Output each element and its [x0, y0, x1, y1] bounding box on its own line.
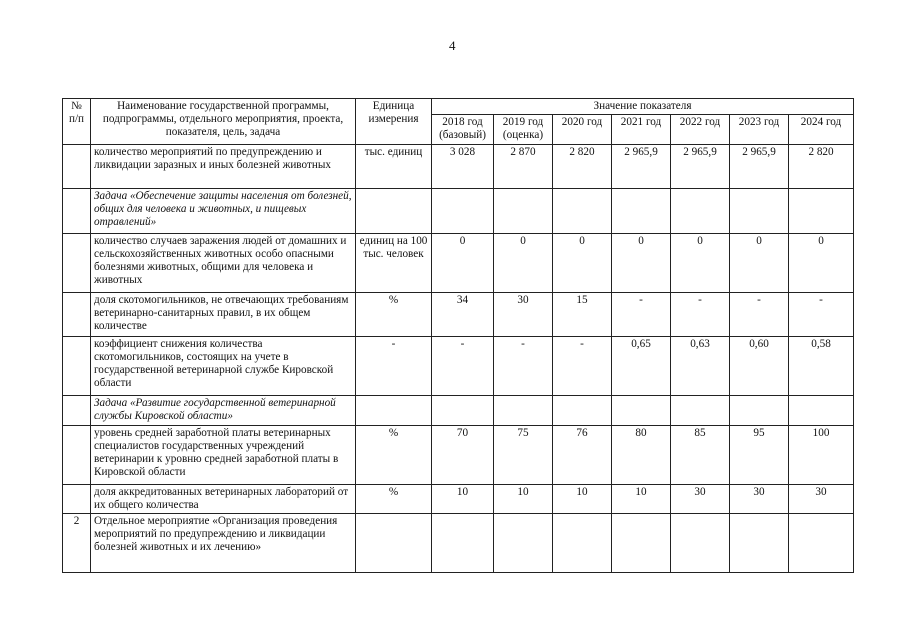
row-value: 85 — [671, 426, 730, 485]
row-value — [432, 514, 494, 573]
header-no: № п/п — [63, 99, 91, 145]
row-unit: - — [356, 337, 432, 396]
indicator-table — [62, 98, 854, 573]
row-no — [63, 234, 91, 293]
row-value — [730, 396, 789, 426]
row-value: 0,60 — [730, 337, 789, 396]
header-year: 2022 год — [671, 115, 730, 145]
row-value: 0 — [671, 234, 730, 293]
row-value: 0 — [612, 234, 671, 293]
task-heading: Задача «Обеспечение защиты населения от болезней, общих для человека и животных, и пищевых отравлений» — [91, 189, 356, 234]
row-no — [63, 426, 91, 485]
row-value — [494, 514, 553, 573]
row-value — [494, 189, 553, 234]
table-row — [63, 234, 854, 293]
row-value: 3 028 — [432, 145, 494, 189]
row-value: 2 820 — [553, 145, 612, 189]
row-value: 30 — [494, 293, 553, 337]
row-value: - — [789, 293, 854, 337]
row-value: - — [671, 293, 730, 337]
row-value — [494, 396, 553, 426]
row-value: 15 — [553, 293, 612, 337]
row-unit — [356, 396, 432, 426]
table-row — [63, 189, 854, 234]
row-name: уровень средней заработной платы ветеринарных специалистов государственных учреждений ветеринарии к уровню средней заработной платы в Кировской области — [91, 426, 356, 485]
row-value: 2 965,9 — [730, 145, 789, 189]
row-value: - — [553, 337, 612, 396]
row-value — [432, 189, 494, 234]
table-row — [63, 337, 854, 396]
row-no: 2 — [63, 514, 91, 573]
header-unit: Единица измерения — [356, 99, 432, 145]
row-value: 10 — [612, 485, 671, 514]
table-row — [63, 426, 854, 485]
row-value: 0 — [789, 234, 854, 293]
row-value: 10 — [553, 485, 612, 514]
row-value: 80 — [612, 426, 671, 485]
row-value: - — [612, 293, 671, 337]
row-no — [63, 189, 91, 234]
table-row — [63, 514, 854, 573]
row-value: 76 — [553, 426, 612, 485]
page-number: 4 — [449, 38, 456, 53]
row-name: коэффициент снижения количества скотомогильников, состоящих на учете в государственной ветеринарной службе Кировской области — [91, 337, 356, 396]
table-row — [63, 485, 854, 514]
row-unit: единиц на 100 тыс. человек — [356, 234, 432, 293]
row-value — [671, 189, 730, 234]
row-value: 30 — [730, 485, 789, 514]
header-name: Наименование государственной программы, подпрограммы, отдельного мероприятия, проекта, показателя, цель, задача — [91, 99, 356, 145]
row-value: 95 — [730, 426, 789, 485]
row-value: 0 — [432, 234, 494, 293]
header-value-group: Значение показателя — [432, 99, 854, 115]
row-no — [63, 145, 91, 189]
row-value: 2 870 — [494, 145, 553, 189]
row-value — [671, 396, 730, 426]
header-year: 2020 год — [553, 115, 612, 145]
row-unit: % — [356, 485, 432, 514]
row-unit: тыс. единиц — [356, 145, 432, 189]
row-name: количество случаев заражения людей от домашних и сельскохозяйственных животных особо опасными болезнями животных, общими для человека и животных — [91, 234, 356, 293]
row-value — [671, 514, 730, 573]
header-year: 2018 год (базовый) — [432, 115, 494, 145]
row-value: 100 — [789, 426, 854, 485]
row-value: 2 965,9 — [612, 145, 671, 189]
row-value — [789, 396, 854, 426]
row-value: 10 — [494, 485, 553, 514]
row-value: 0,65 — [612, 337, 671, 396]
row-value: - — [730, 293, 789, 337]
row-no — [63, 485, 91, 514]
row-value: 0 — [553, 234, 612, 293]
row-value: 2 820 — [789, 145, 854, 189]
row-value: - — [494, 337, 553, 396]
row-value: 0 — [494, 234, 553, 293]
row-value: 2 965,9 — [671, 145, 730, 189]
table-row — [63, 396, 854, 426]
row-value: 75 — [494, 426, 553, 485]
row-value — [789, 189, 854, 234]
row-name: доля аккредитованных ветеринарных лабораторий от их общего количества — [91, 485, 356, 514]
row-value: 34 — [432, 293, 494, 337]
row-no — [63, 396, 91, 426]
row-value — [553, 189, 612, 234]
row-value — [730, 189, 789, 234]
row-unit: % — [356, 293, 432, 337]
header-year: 2023 год — [730, 115, 789, 145]
row-value: 0,58 — [789, 337, 854, 396]
row-value: - — [432, 337, 494, 396]
row-value — [612, 396, 671, 426]
header-year: 2021 год — [612, 115, 671, 145]
row-value: 0 — [730, 234, 789, 293]
row-no — [63, 337, 91, 396]
row-value — [730, 514, 789, 573]
row-unit: % — [356, 426, 432, 485]
row-name: Отдельное мероприятие «Организация проведения мероприятий по предупреждению и ликвидации болезней животных и их лечению» — [91, 514, 356, 573]
row-value: 70 — [432, 426, 494, 485]
row-name: доля скотомогильников, не отвечающих требованиям ветеринарно-санитарных правил, в их общем количестве — [91, 293, 356, 337]
row-unit — [356, 514, 432, 573]
row-name: количество мероприятий по предупреждению и ликвидации заразных и иных болезней животных — [91, 145, 356, 189]
header-year: 2019 год (оценка) — [494, 115, 553, 145]
row-value — [789, 514, 854, 573]
header-year: 2024 год — [789, 115, 854, 145]
row-value — [612, 189, 671, 234]
table-row — [63, 293, 854, 337]
row-value — [553, 514, 612, 573]
table-row — [63, 145, 854, 189]
row-value — [432, 396, 494, 426]
row-value: 30 — [671, 485, 730, 514]
row-value: 30 — [789, 485, 854, 514]
row-value: 0,63 — [671, 337, 730, 396]
row-value — [612, 514, 671, 573]
row-value — [553, 396, 612, 426]
task-heading: Задача «Развитие государственной ветеринарной службы Кировской области» — [91, 396, 356, 426]
row-no — [63, 293, 91, 337]
row-value: 10 — [432, 485, 494, 514]
row-unit — [356, 189, 432, 234]
